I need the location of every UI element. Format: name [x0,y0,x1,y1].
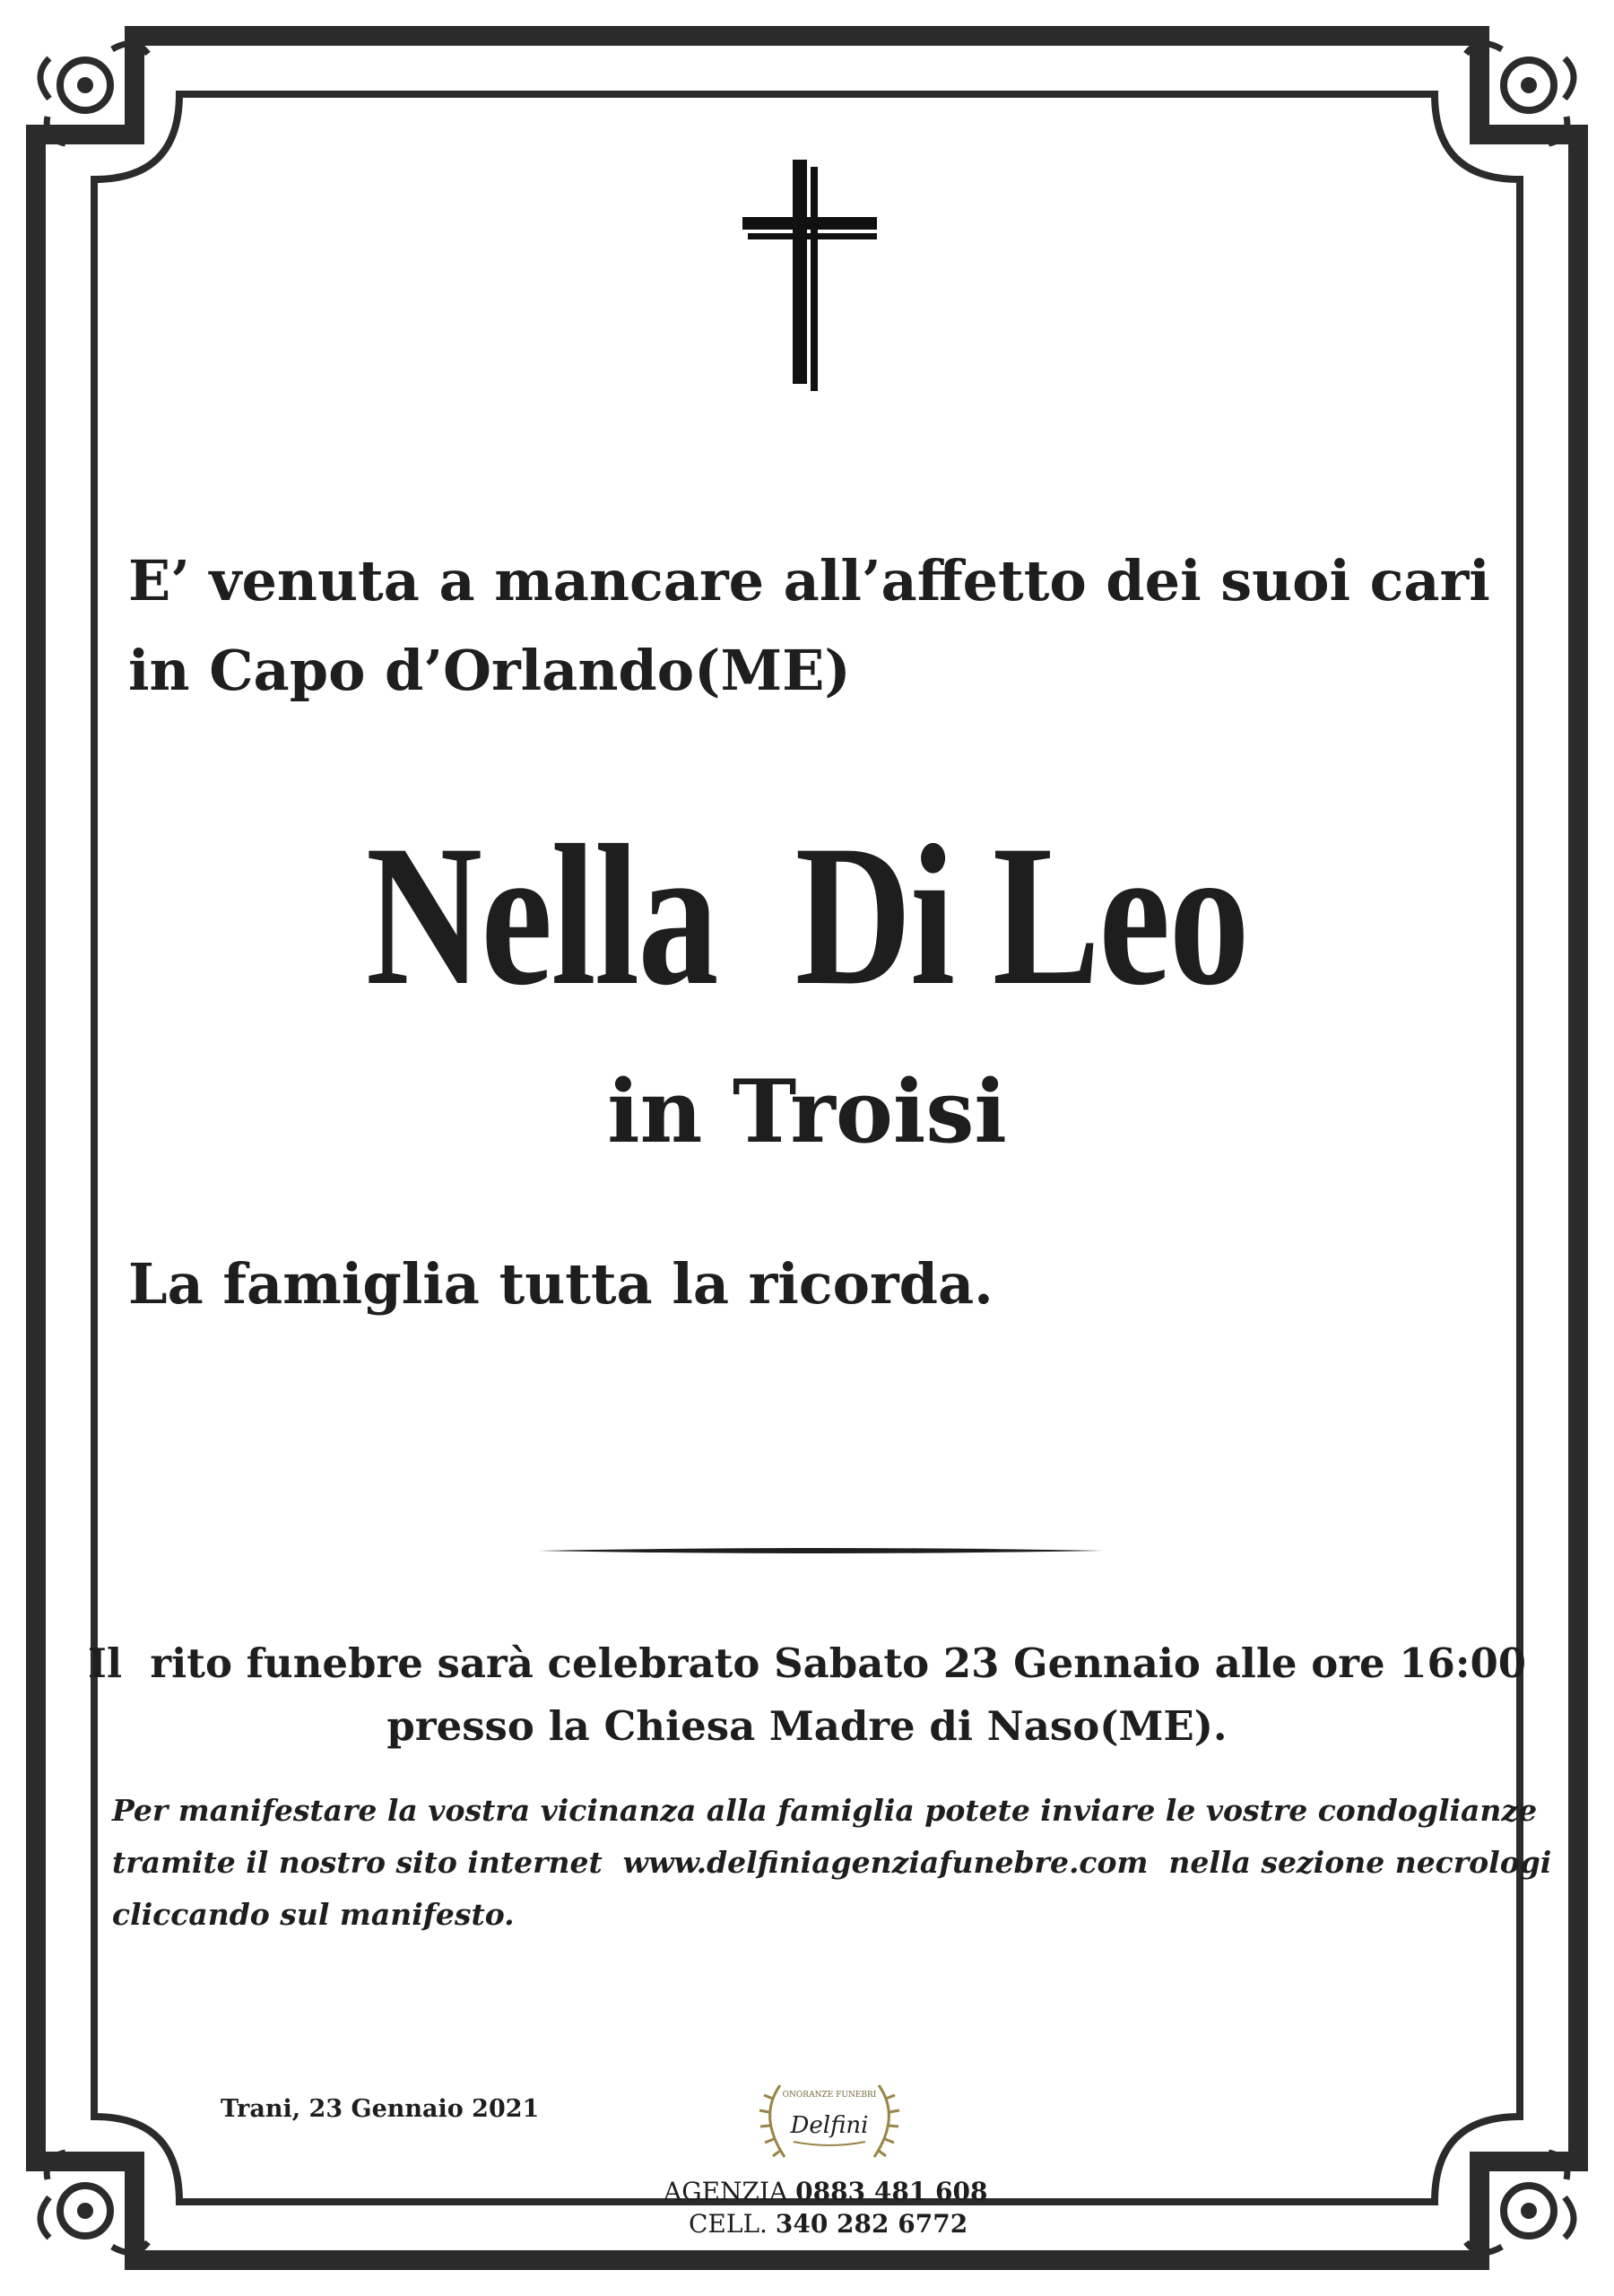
intro-text [128,536,1527,716]
married-name: in Troisi [607,1061,1007,1162]
funeral-announcement [0,1632,1614,1758]
agency-logo [744,2063,915,2179]
intro-line-2: in Capo d’Orlando(ME) [128,638,851,703]
deceased-name: Nella Di Leo [365,803,1249,1027]
place-date: Trani, 23 Gennaio 2021 [221,2095,540,2123]
agency-phone: 0883 481 608 [795,2177,988,2206]
agency-contacts [664,2176,988,2240]
cell-label: CELL. [689,2209,768,2239]
agency-label: AGENZIA [664,2177,788,2206]
cell-phone: 340 282 6772 [775,2209,968,2239]
condolences-note [112,1785,1552,1941]
intro-line-1: E’ venuta a mancare all’affetto dei suoi cari [128,548,1490,613]
funeral-line-1: Il rito funebre sarà celebrato Sabato 23 Gennaio alle ore 16:00 [87,1639,1527,1687]
family-message: La famiglia tutta la ricorda. [128,1251,994,1317]
condolences-line-3: cliccando sul manifesto. [112,1897,515,1932]
funeral-line-2: presso la Chiesa Madre di Naso(ME). [386,1702,1228,1750]
cell-phone-row [664,2208,988,2240]
condolences-line-2: tramite il nostro sito internet www.delfiniagenziafunebre.com nella sezione necrologi [112,1845,1552,1880]
logo-name: Delfini [790,2112,869,2139]
condolences-line-1: Per manifestare la vostra vicinanza alla famiglia potete inviare le vostre condoglianze [112,1793,1538,1828]
divider-line [538,1546,1103,1555]
logo-tagline: ONORANZE FUNEBRI [782,2091,877,2100]
agency-phone-row [664,2176,988,2208]
cross-icon [742,160,877,391]
